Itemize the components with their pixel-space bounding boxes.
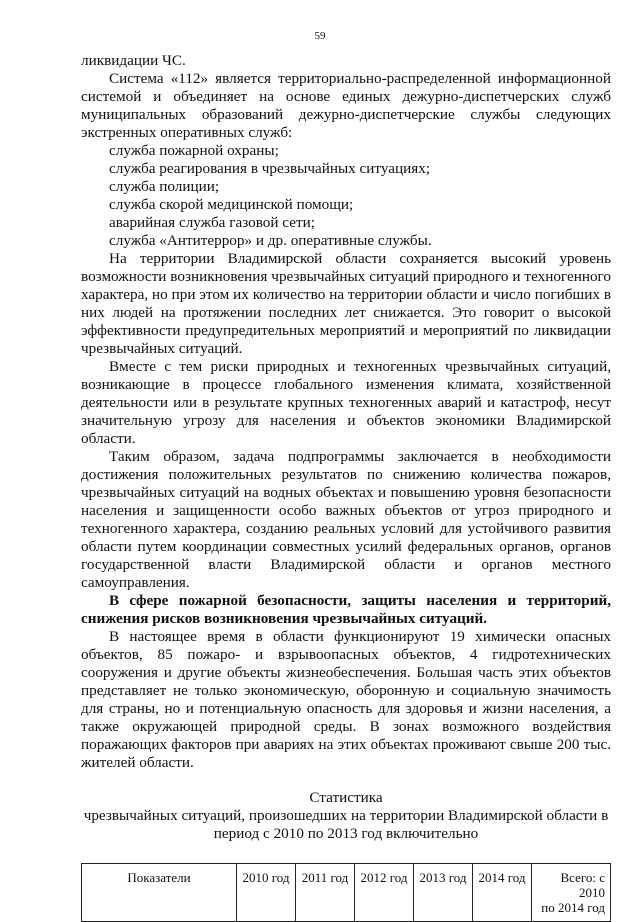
statistics-table [81, 863, 611, 922]
paragraph: Вместе с тем риски природных и техногенных чрезвычайных ситуаций, возникающие в процессе глобального изменения климата, хозяйственной деятельности или в результате крупных техногенных аварий и катастроф, несут значительную угрозу для населения и объектов экономики Владимирской области. [81, 358, 611, 447]
list-item: служба реагирования в чрезвычайных ситуациях; [109, 160, 431, 177]
header-year-2011: 2011 год [296, 864, 355, 922]
paragraph: В настоящее время в области функционируют 19 химически опасных объектов, 85 пожаро- и взрывоопасных объектов, 4 гидротехнических сооружения и другие объекты жизнеобеспечения. Большая часть этих объектов представляет не только экономическую, оборонную и социальную значимость для страны, но и потенциальную опасность для здоровья и жизни населения, а также окружающей природной среды. В зонах возможного воздействия поражающих факторов при авариях на этих объектах проживают свыше 200 тыс. жителей области. [81, 628, 611, 771]
statistics-title: Статистика [309, 789, 383, 806]
header-indicators: Показатели [82, 864, 237, 922]
table-header-row [82, 864, 611, 922]
statistics-subtitle-line-2: период с 2010 по 2013 год включительно [213, 825, 479, 842]
header-total-line-1: Всего: с 2010 [560, 870, 605, 900]
paragraph: Система «112» является территориально-распределенной информационной системой и объединяет на основе единых дежурно-диспетчерских служб муниципальных образований дежурно-диспетчерские службы следующих экстренных оперативных служб: [81, 70, 611, 141]
header-year-2010: 2010 год [237, 864, 296, 922]
paragraph: ликвидации ЧС. [81, 52, 186, 69]
statistics-heading [81, 789, 611, 843]
header-year-2014: 2014 год [473, 864, 532, 922]
header-year-2012: 2012 год [355, 864, 414, 922]
paragraph: Таким образом, задача подпрограммы заключается в необходимости достижения положительных результатов по снижению количества пожаров, чрезвычайных ситуаций на водных объектах и повышению уровня безопасности населения и защищенности особо важных объектов от угроз природного и техногенного характера, созданию реальных условий для устойчивого развития области путем координации совместных усилий федеральных органов, органов государственной власти Владимирской области и органов местного самоуправления. [81, 448, 611, 591]
list-item: служба пожарной охраны; [109, 142, 279, 159]
list-item: служба «Антитеррор» и др. оперативные службы. [109, 232, 432, 249]
header-total-line-2: по 2014 год [541, 900, 605, 915]
list-item: аварийная служба газовой сети; [109, 214, 315, 231]
paragraphs [81, 52, 611, 772]
paragraph: На территории Владимирской области сохраняется высокий уровень возможности возникновения чрезвычайных ситуаций природного и техногенного характера, но при этом их количество на территории области и число погибших в них людей на протяжении последних лет снижается. Это говорит о высокой эффективности предупредительных мероприятий и мероприятий по ликвидации чрезвычайных ситуаций. [81, 250, 611, 357]
document-body [81, 52, 611, 922]
statistics-subtitle-line-1: чрезвычайных ситуаций, произошедших на территории Владимирской области в [83, 807, 609, 824]
header-total [532, 864, 611, 922]
list-item: служба полиции; [109, 178, 220, 195]
page-number: 59 [314, 30, 326, 42]
header-year-2013: 2013 год [414, 864, 473, 922]
list-item: служба скорой медицинской помощи; [109, 196, 354, 213]
section-heading: В сфере пожарной безопасности, защиты населения и территорий, снижения рисков возникновения чрезвычайных ситуаций. [81, 592, 611, 627]
